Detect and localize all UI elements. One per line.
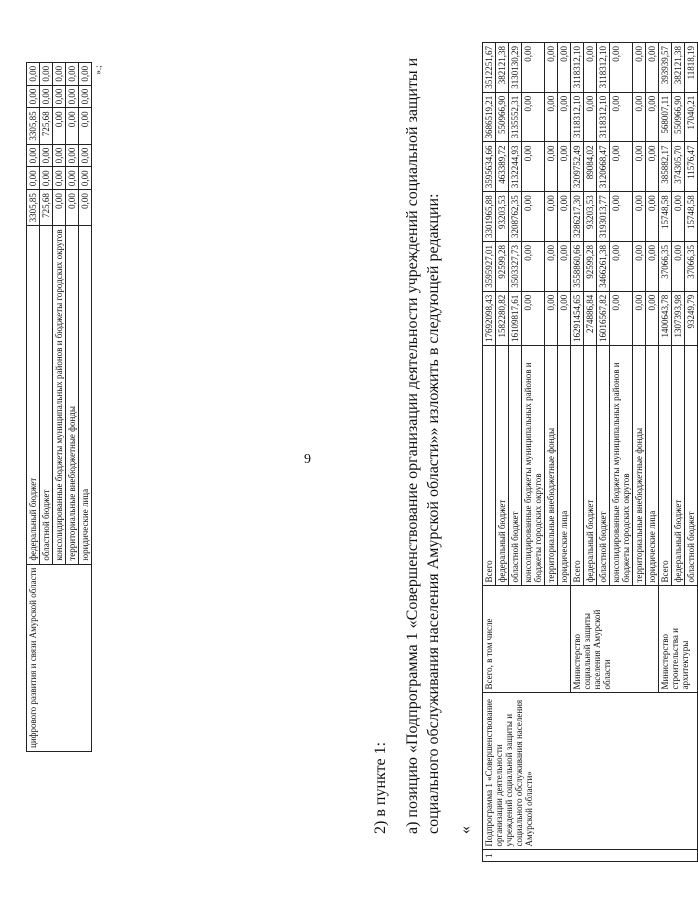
subprogram-cell: Подпрограмма 1 «Совершенствование организации деятельности учреждений социальной защиты и социального обслуживания населения Амурской области» <box>483 693 698 850</box>
value-cell: 0,00 <box>610 192 633 242</box>
value-cell: 11818,19 <box>685 43 698 93</box>
value-cell: 0,00 <box>79 62 92 85</box>
value-cell: 0,00 <box>66 85 79 108</box>
value-cell: 3130130,29 <box>509 43 522 93</box>
value-cell: 274886,84 <box>584 291 597 345</box>
row-label: юридические лица <box>646 346 659 587</box>
value-cell: 3208762,35 <box>509 192 522 242</box>
value-cell: 3503327,73 <box>509 242 522 292</box>
value-cell: 0,00 <box>558 291 571 345</box>
value-cell: 3558860,66 <box>571 242 584 292</box>
value-cell: 0,00 <box>27 167 40 190</box>
value-cell: 0,00 <box>545 192 558 242</box>
value-cell: 0,00 <box>545 142 558 192</box>
value-cell: 568007,11 <box>659 92 672 142</box>
value-cell: 0,00 <box>584 43 597 93</box>
value-cell: 0,00 <box>66 62 79 85</box>
value-cell: 0,00 <box>79 167 92 190</box>
value-cell: 0,00 <box>646 291 659 345</box>
top-table <box>26 62 104 752</box>
value-cell: 16016567,82 <box>597 291 610 345</box>
value-cell: 0,00 <box>610 142 633 192</box>
closing-mark: ».; <box>93 65 103 75</box>
value-cell: 0,00 <box>79 85 92 108</box>
value-cell: 3466261,38 <box>597 242 610 292</box>
value-cell: 0,00 <box>672 192 685 242</box>
value-cell: 0,00 <box>584 92 597 142</box>
row-label: территориальные внебюджетные фонды <box>66 226 79 564</box>
value-cell: 725,68 <box>40 108 53 144</box>
row-label: областной бюджет <box>597 346 610 587</box>
value-cell: 16109817,61 <box>509 291 522 345</box>
value-cell: 17692098,43 <box>483 291 496 345</box>
row-label: областной бюджет <box>509 346 522 587</box>
value-cell: 1400643,78 <box>659 291 672 345</box>
row-label: федеральный бюджет <box>672 346 685 587</box>
value-cell: 0,00 <box>79 108 92 144</box>
value-cell: 3301965,88 <box>483 192 496 242</box>
value-cell: 0,00 <box>558 142 571 192</box>
value-cell: 0,00 <box>66 108 79 144</box>
value-cell: 0,00 <box>545 291 558 345</box>
row-label: консолидированные бюджеты муниципальных районов и бюджеты городских округов <box>522 346 545 587</box>
value-cell: 0,00 <box>610 43 633 93</box>
value-cell: 0,00 <box>522 142 545 192</box>
value-cell: 3193013,77 <box>597 192 610 242</box>
value-cell: 92599,28 <box>496 242 509 292</box>
value-cell: 0,00 <box>558 92 571 142</box>
value-cell: 1307393,98 <box>672 291 685 345</box>
value-cell: 0,00 <box>545 242 558 292</box>
value-cell: 37066,35 <box>685 242 698 292</box>
value-cell: 0,00 <box>27 144 40 167</box>
value-cell: 3118312,10 <box>571 43 584 93</box>
value-cell: 385882,17 <box>659 142 672 192</box>
row-label: федеральный бюджет <box>584 346 597 587</box>
value-cell: 463389,72 <box>496 142 509 192</box>
value-cell: 0,00 <box>672 242 685 292</box>
value-cell: 3305,85 <box>27 108 40 144</box>
row-label: Всего <box>571 346 584 587</box>
row-label: Всего <box>659 346 672 587</box>
value-cell: 3118312,10 <box>597 43 610 93</box>
value-cell: 0,00 <box>66 167 79 190</box>
value-cell: 3686519,21 <box>483 92 496 142</box>
value-cell: 3286217,30 <box>571 192 584 242</box>
value-cell: 3132244,93 <box>509 142 522 192</box>
row-label: Всего <box>483 346 496 587</box>
page-number: 9 <box>304 452 311 467</box>
value-cell: 1582280,82 <box>496 291 509 345</box>
value-cell: 0,00 <box>66 144 79 167</box>
row-label: территориальные внебюджетные фонды <box>545 346 558 587</box>
rotated-page-content <box>20 22 697 882</box>
value-cell: 0,00 <box>646 92 659 142</box>
value-cell: 0,00 <box>53 167 66 190</box>
main-table <box>482 42 698 862</box>
row-label: юридические лица <box>79 226 92 564</box>
value-cell: 3305,85 <box>27 190 40 226</box>
value-cell: 3512251,67 <box>483 43 496 93</box>
row-number: 1 <box>483 850 698 862</box>
row-label: юридические лица <box>558 346 571 587</box>
value-cell: 0,00 <box>53 190 66 226</box>
row-label: консолидированные бюджеты муниципальных районов и бюджеты городских округов <box>53 226 66 564</box>
table-row <box>27 62 40 751</box>
value-cell: 93249,79 <box>685 291 698 345</box>
row-label: федеральный бюджет <box>496 346 509 587</box>
value-cell: 0,00 <box>545 43 558 93</box>
table-row <box>483 43 496 862</box>
value-cell: 0,00 <box>633 192 646 242</box>
value-cell: 0,00 <box>646 142 659 192</box>
value-cell: 0,00 <box>610 242 633 292</box>
value-cell: 0,00 <box>53 144 66 167</box>
value-cell: 37066,35 <box>659 242 672 292</box>
value-cell: 93203,53 <box>584 192 597 242</box>
value-cell: 0,00 <box>633 291 646 345</box>
value-cell: 393939,57 <box>659 43 672 93</box>
value-cell: 0,00 <box>522 92 545 142</box>
org-cell: цифрового развития и связи Амурской области <box>27 564 92 751</box>
value-cell: 0,00 <box>79 144 92 167</box>
value-cell: 725,68 <box>40 190 53 226</box>
value-cell: 0,00 <box>646 43 659 93</box>
value-cell: 0,00 <box>53 62 66 85</box>
value-cell: 11576,47 <box>685 142 698 192</box>
amendment-section <box>360 42 698 862</box>
paragraph-2: а) позицию «Подпрограмма 1 «Совершенствование организации деятельности учреждений социальной защиты и социального обслуживания населения Амурской области»» изложить в следующей редакции: <box>403 57 443 834</box>
value-cell: 0,00 <box>646 192 659 242</box>
value-cell: 0,00 <box>53 108 66 144</box>
org-cell: Всего, в том числе <box>483 586 571 693</box>
value-cell: 0,00 <box>40 85 53 108</box>
value-cell: 0,00 <box>40 62 53 85</box>
value-cell: 0,00 <box>558 43 571 93</box>
quote-open: « <box>456 826 474 834</box>
value-cell: 0,00 <box>79 190 92 226</box>
value-cell: 16291454,65 <box>571 291 584 345</box>
value-cell: 550966,90 <box>496 92 509 142</box>
value-cell: 0,00 <box>522 291 545 345</box>
value-cell: 92599,28 <box>584 242 597 292</box>
value-cell: 0,00 <box>545 92 558 142</box>
org-cell: Министерство социальной защиты населения Амурской области <box>571 586 659 693</box>
value-cell: 0,00 <box>27 62 40 85</box>
value-cell: 382121,38 <box>672 43 685 93</box>
org-cell: Министерство строительства и архитектуры <box>659 586 698 693</box>
value-cell: 382121,38 <box>496 43 509 93</box>
value-cell: 3209752,49 <box>571 142 584 192</box>
row-label: консолидированные бюджеты муниципальных районов и бюджеты городских округов <box>610 346 633 587</box>
value-cell: 3120668,47 <box>597 142 610 192</box>
value-cell: 0,00 <box>558 192 571 242</box>
value-cell: 0,00 <box>633 43 646 93</box>
value-cell: 3135552,31 <box>509 92 522 142</box>
value-cell: 0,00 <box>522 242 545 292</box>
row-label: областной бюджет <box>40 226 53 564</box>
value-cell: 89084,02 <box>584 142 597 192</box>
value-cell: 15748,58 <box>659 192 672 242</box>
value-cell: 0,00 <box>53 85 66 108</box>
value-cell: 0,00 <box>558 242 571 292</box>
value-cell: 0,00 <box>40 167 53 190</box>
value-cell: 15748,58 <box>685 192 698 242</box>
value-cell: 3118312,10 <box>597 92 610 142</box>
value-cell: 0,00 <box>633 92 646 142</box>
value-cell: 0,00 <box>646 242 659 292</box>
value-cell: 0,00 <box>66 190 79 226</box>
value-cell: 0,00 <box>522 43 545 93</box>
value-cell: 3118312,10 <box>571 92 584 142</box>
row-label: территориальные внебюджетные фонды <box>633 346 646 587</box>
value-cell: 17040,21 <box>685 92 698 142</box>
value-cell: 374305,70 <box>672 142 685 192</box>
value-cell: 0,00 <box>633 142 646 192</box>
value-cell: 0,00 <box>610 291 633 345</box>
value-cell: 0,00 <box>633 242 646 292</box>
value-cell: 93203,53 <box>496 192 509 242</box>
row-label: областной бюджет <box>685 346 698 587</box>
value-cell: 0,00 <box>27 85 40 108</box>
value-cell: 0,00 <box>610 92 633 142</box>
value-cell: 0,00 <box>40 144 53 167</box>
value-cell: 550966,90 <box>672 92 685 142</box>
value-cell: 3595927,01 <box>483 242 496 292</box>
value-cell: 3595634,66 <box>483 142 496 192</box>
value-cell: 0,00 <box>522 192 545 242</box>
row-label: федеральный бюджет <box>27 226 40 564</box>
paragraph-1: 2) в пункте 1: <box>372 741 389 834</box>
